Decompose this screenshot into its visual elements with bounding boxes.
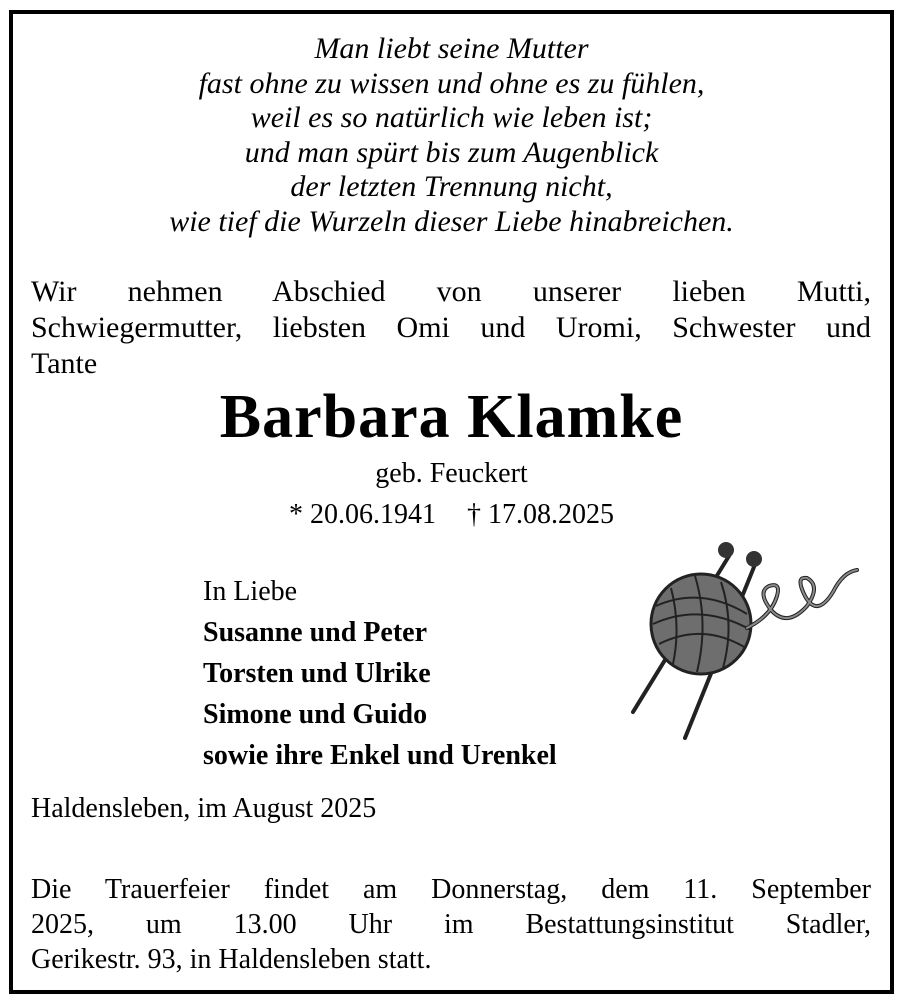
funeral-line: Gerikestr. 93, in Haldensleben statt. — [31, 944, 432, 975]
poem-line: wie tief die Wurzeln dieser Liebe hinabreichen. — [169, 204, 734, 238]
funeral-line: 2025, um 13.00 Uhr im Bestattungsinstitut Stadler, — [31, 909, 871, 940]
family-member: sowie ihre Enkel und Urenkel — [203, 740, 557, 771]
yarn-ball-knitting-needles-icon — [611, 526, 861, 744]
family-heading: In Liebe — [203, 576, 298, 607]
farewell-intro — [31, 274, 871, 382]
poem-line: Man liebt seine Mutter — [314, 32, 589, 65]
place-and-date: Haldensleben, im August 2025 — [31, 793, 377, 824]
death-date: † 17.08.2025 — [467, 499, 614, 530]
poem-line: weil es so natürlich wie leben ist; — [250, 101, 653, 134]
poem-line: der letzten Trennung nicht, — [290, 170, 613, 203]
intro-line: Tante — [31, 347, 98, 380]
birth-date: * 20.06.1941 — [289, 499, 436, 530]
funeral-notice — [31, 872, 871, 977]
birth-name: geb. Feuckert — [375, 458, 528, 489]
obituary-card — [9, 10, 894, 994]
poem-line: und man spürt bis zum Augenblick — [244, 135, 659, 169]
funeral-line: Die Trauerfeier findet am Donnerstag, dem 11. September — [31, 874, 871, 905]
intro-line: Schwiegermutter, liebsten Omi und Uromi, Schwester und — [31, 311, 871, 344]
poem — [13, 32, 890, 239]
family-signature — [203, 571, 557, 776]
deceased-name: Barbara Klamke — [219, 383, 684, 451]
poem-line: fast ohne zu wissen und ohne es zu fühlen, — [198, 66, 705, 100]
intro-line: Wir nehmen Abschied von unserer lieben Mutti, — [31, 275, 871, 308]
family-member: Torsten und Ulrike — [203, 658, 431, 689]
family-member: Simone und Guido — [203, 699, 428, 730]
family-member: Susanne und Peter — [203, 617, 428, 648]
